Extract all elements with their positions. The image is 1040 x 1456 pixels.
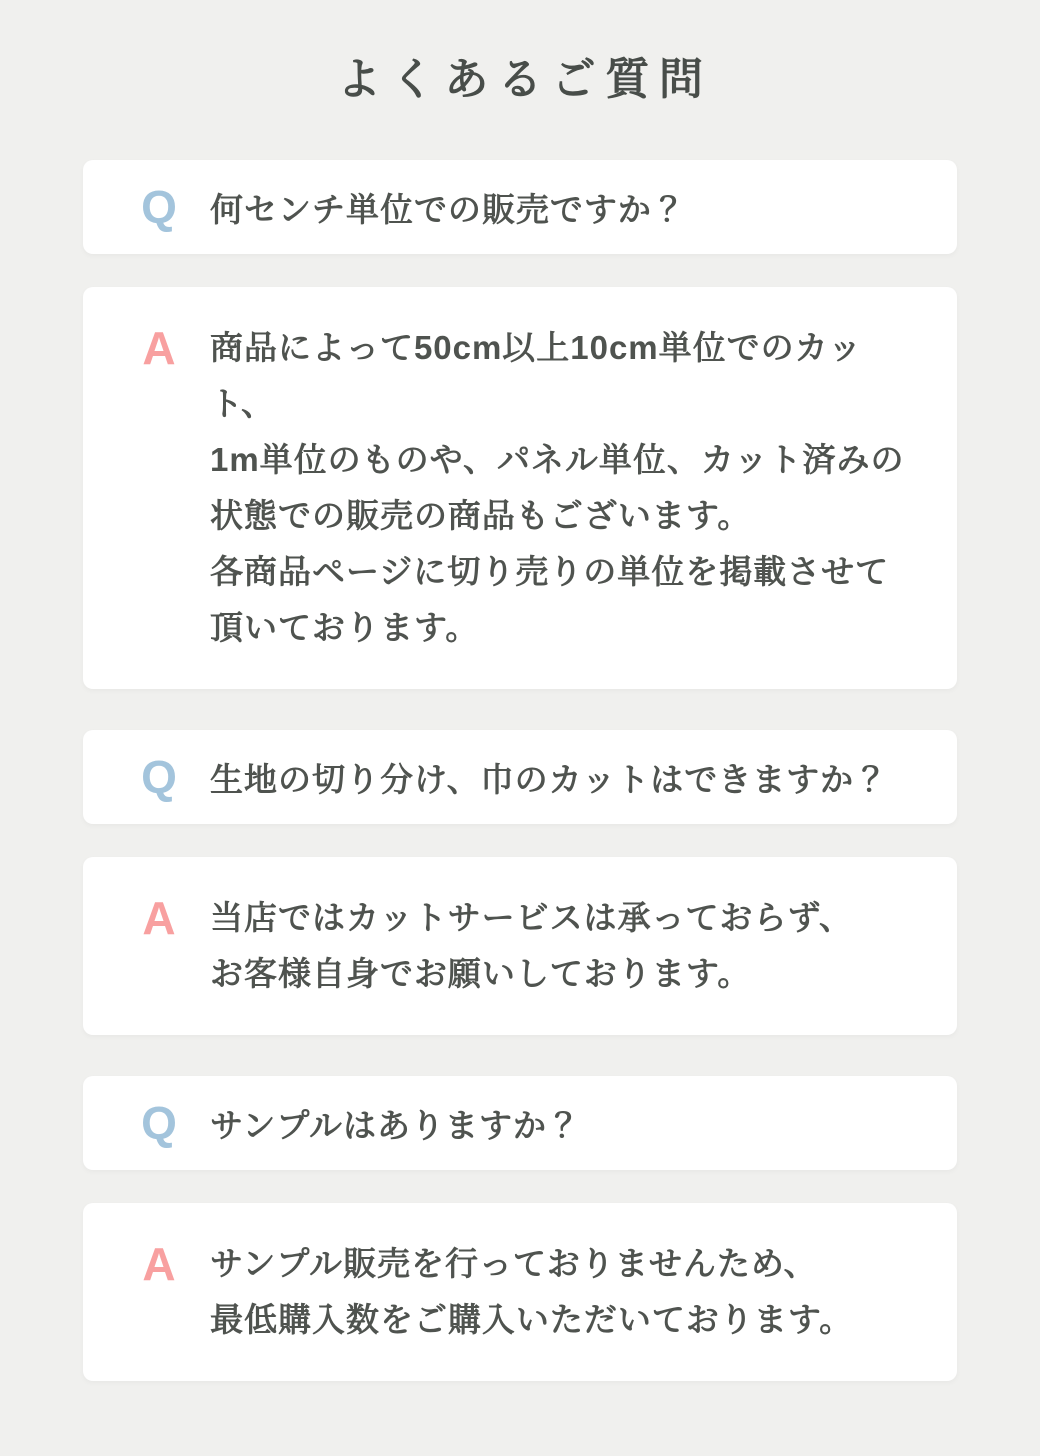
question-badge: Q bbox=[141, 751, 177, 803]
question-text: 何センチ単位での販売ですか？ bbox=[210, 190, 686, 228]
faq-question-card bbox=[83, 1076, 957, 1170]
question-text: サンプルはありますか？ bbox=[210, 1106, 581, 1144]
faq-question-card bbox=[83, 730, 957, 824]
question-text: 生地の切り分け、巾のカットはできますか？ bbox=[210, 760, 889, 798]
answer-line: 状態での販売の商品もございます。 bbox=[210, 497, 752, 534]
page-title: よくあるご質問 bbox=[336, 55, 713, 104]
faq-answer-card bbox=[83, 1203, 957, 1381]
question-badge: Q bbox=[141, 1097, 177, 1149]
answer-line: 1m単位のものや、パネル単位、カット済みの bbox=[210, 441, 905, 478]
faq-answer-card bbox=[83, 857, 957, 1035]
answer-line: サンプル販売を行っておりませんため、 bbox=[210, 1245, 818, 1282]
answer-badge: A bbox=[142, 1238, 176, 1290]
answer-line: 各商品ページに切り売りの単位を掲載させて bbox=[210, 553, 890, 590]
answer-line: 最低購入数をご購入いただいております。 bbox=[210, 1301, 854, 1338]
answer-badge: A bbox=[142, 892, 176, 944]
answer-text bbox=[210, 320, 927, 656]
answer-line: 商品によって50cm以上10cm単位でのカット、 bbox=[210, 329, 863, 422]
answer-line: 頂いております。 bbox=[210, 609, 480, 646]
answer-text bbox=[210, 1236, 853, 1348]
answer-badge: A bbox=[142, 322, 176, 374]
question-badge: Q bbox=[141, 181, 177, 233]
faq-question-card bbox=[83, 160, 957, 254]
answer-text bbox=[210, 890, 853, 1002]
faq-answer-card bbox=[83, 287, 957, 689]
answer-line: お客様自身でお願いしております。 bbox=[210, 955, 752, 992]
faq-list bbox=[83, 160, 957, 1381]
answer-line: 当店ではカットサービスは承っておらず、 bbox=[210, 899, 853, 936]
